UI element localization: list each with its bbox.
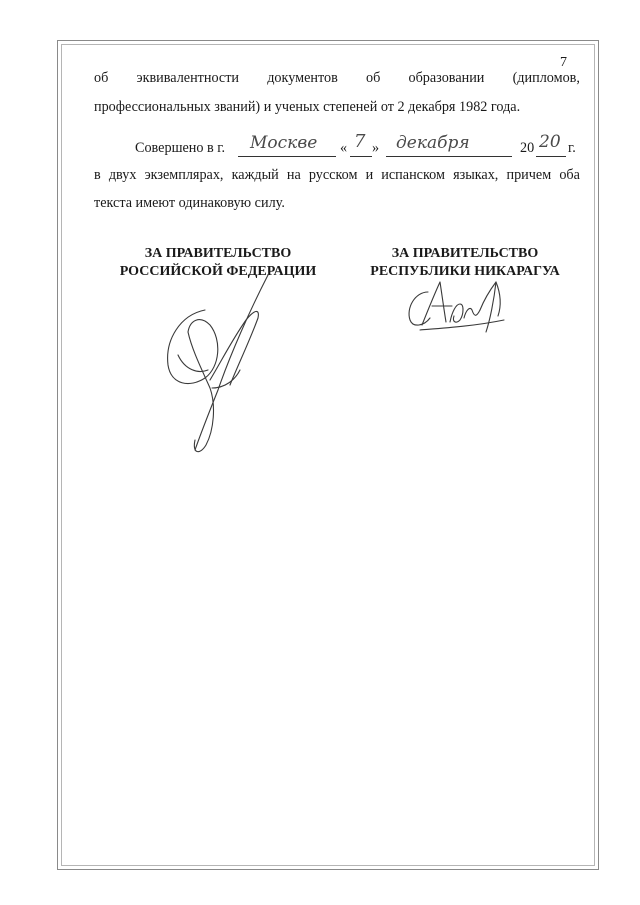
word: русском <box>308 167 358 183</box>
word: и <box>365 167 374 183</box>
word: оба <box>559 167 580 183</box>
signature-left <box>150 270 290 460</box>
city-abbr: г. <box>568 140 576 156</box>
year-handwritten: 20 <box>539 132 561 152</box>
word: экземплярах, <box>144 167 224 183</box>
word: на <box>286 167 301 183</box>
signatory-right-line-1: ЗА ПРАВИТЕЛЬСТВО <box>391 246 539 261</box>
year-prefix: 20 <box>520 140 535 156</box>
word: причем <box>506 167 552 183</box>
quote-close: » <box>372 140 380 156</box>
word: (дипломов, <box>512 70 580 86</box>
word: двух <box>108 167 137 183</box>
word: об <box>365 70 381 86</box>
signature-right <box>400 270 520 340</box>
page-number: 7 <box>560 55 567 70</box>
signatory-right-line-2: РЕСПУБЛИКИ НИКАРАГУА <box>370 264 560 279</box>
month-handwritten: декабря <box>396 133 470 153</box>
paragraph-1-line-2: профессиональных званий) и ученых степеней от 2 декабря 1982 года. <box>94 99 521 115</box>
day-blank-line <box>350 156 372 157</box>
word: испанском <box>381 167 445 183</box>
quote-open: « <box>340 140 348 156</box>
word: каждый <box>231 167 279 183</box>
day-handwritten: 7 <box>354 131 366 152</box>
word: об <box>94 70 109 86</box>
paragraph-2-line-1 <box>94 167 580 184</box>
year-blank-line <box>536 156 566 157</box>
word: в <box>94 167 101 183</box>
month-blank-line <box>386 156 512 157</box>
paragraph-1-line-1 <box>94 70 580 87</box>
city-blank-line <box>238 156 336 157</box>
paragraph-2-line-2: текста имеют одинаковую силу. <box>94 195 285 211</box>
word: языках, <box>453 167 499 183</box>
word: образовании <box>408 70 485 86</box>
word: документов <box>267 70 338 86</box>
done-label: Совершено в г. <box>135 140 226 156</box>
signatory-left-line-1: ЗА ПРАВИТЕЛЬСТВО <box>144 246 292 261</box>
city-handwritten: Москве <box>250 133 318 153</box>
signatory-left-line-2: РОССИЙСКОЙ ФЕДЕРАЦИИ <box>119 264 317 279</box>
word: эквивалентности <box>136 70 240 86</box>
